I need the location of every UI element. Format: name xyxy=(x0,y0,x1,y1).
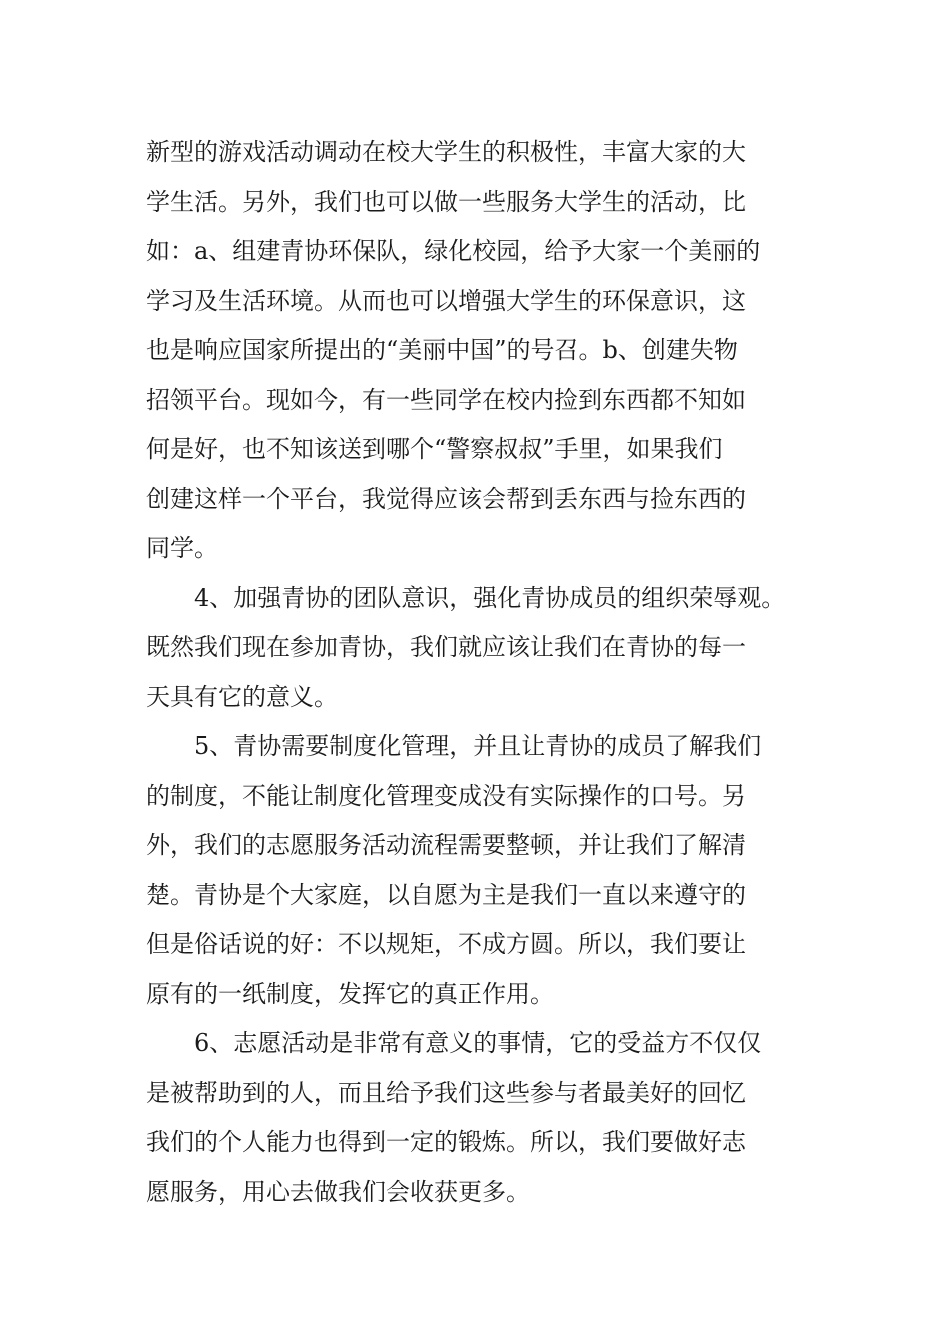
text-line: 原有的一纸制度，发挥它的真正作用。 xyxy=(146,979,554,1008)
text-line: 楚。青协是个大家庭，以自愿为主是我们一直以来遵守的 xyxy=(146,880,746,909)
text-line: 学习及生活环境。从而也可以增强大学生的环保意识，这 xyxy=(146,286,746,315)
text-line: 但是俗话说的好：不以规矩，不成方圆。所以，我们要让 xyxy=(146,930,746,958)
text-line: 也是响应国家所提出的“美丽中国”的号召。b、创建失物 xyxy=(146,336,738,364)
text-line: 同学。 xyxy=(146,534,218,562)
text-line: 我们的个人能力也得到一定的锻炼。所以，我们要做好志 xyxy=(146,1128,746,1156)
text-line: 何是好，也不知该送到哪个“警察叔叔”手里，如果我们 xyxy=(146,435,723,463)
paragraph-4-start: 4、加强青协的团队意识，强化青协成员的组织荣辱观。 xyxy=(194,583,786,612)
text-line: 愿服务，用心去做我们会收获更多。 xyxy=(146,1177,530,1206)
text-line: 是被帮助到的人，而且给予我们这些参与者最美好的回忆 xyxy=(146,1078,746,1107)
text-line: 外，我们的志愿服务活动流程需要整顿，并让我们了解清 xyxy=(146,831,746,859)
text-line: 学生活。另外，我们也可以做一些服务大学生的活动，比 xyxy=(146,187,746,216)
text-line: 创建这样一个平台，我觉得应该会帮到丢东西与捡东西的 xyxy=(146,484,746,513)
text-line: 天具有它的意义。 xyxy=(146,682,338,711)
text-line: 的制度，不能让制度化管理变成没有实际操作的口号。另 xyxy=(146,781,746,810)
paragraph-5-start: 5、青协需要制度化管理，并且让青协的成员了解我们 xyxy=(194,732,762,760)
text-line: 既然我们现在参加青协，我们就应该让我们在青协的每一 xyxy=(146,633,746,661)
text-line: 招领平台。现如今，有一些同学在校内捡到东西都不知如 xyxy=(146,385,746,414)
paragraph-6-start: 6、志愿活动是非常有意义的事情，它的受益方不仅仅 xyxy=(194,1029,762,1057)
document-body xyxy=(146,128,818,1217)
text-line: 新型的游戏活动调动在校大学生的积极性，丰富大家的大 xyxy=(146,138,746,166)
text-line: 如：a、组建青协环保队，绿化校园，给予大家一个美丽的 xyxy=(146,237,761,265)
